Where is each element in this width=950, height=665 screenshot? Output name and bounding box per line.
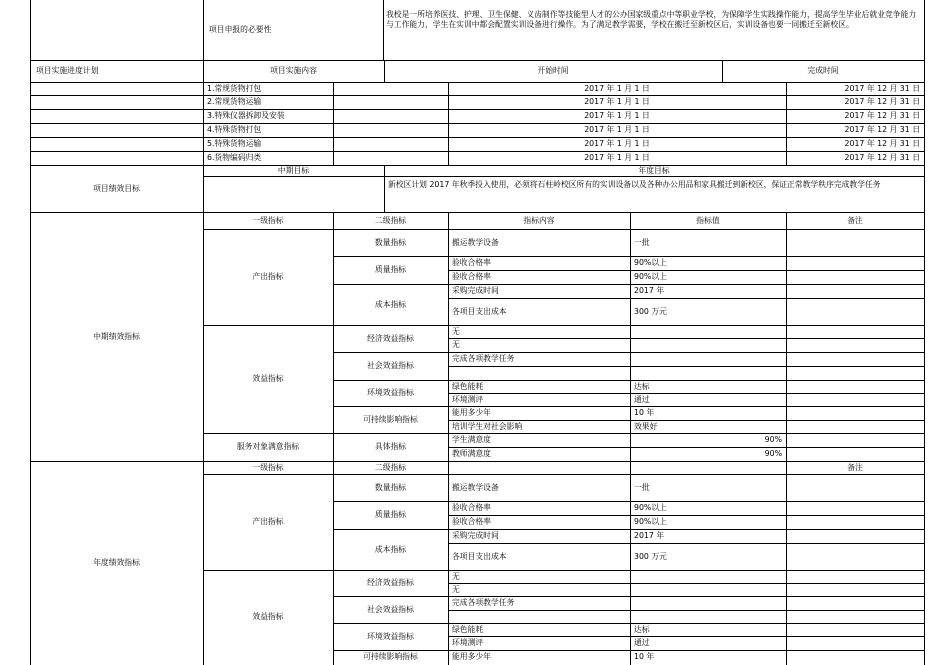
mid-row-value: 2017 年 bbox=[634, 286, 665, 295]
annual-row-content: 能用多少年 bbox=[452, 652, 491, 661]
schedule-header-content: 项目实施内容 bbox=[270, 66, 317, 75]
mid-level2-sustainable: 可持续影响指标 bbox=[363, 414, 418, 424]
mid-level1-output: 产出指标 bbox=[252, 272, 284, 281]
goals-annual-text: 新校区计划 2017 年秋季投入使用，必须将石柱岭校区所有的实训设备以及各种办公用品和家具搬迁到新校区，保证正常教学秩序完成教学任务 bbox=[388, 180, 881, 189]
mid-header-content: 指标内容 bbox=[523, 215, 555, 225]
annual-row-value: 一批 bbox=[634, 482, 650, 492]
annual-level2-environment: 环境效益指标 bbox=[367, 631, 414, 641]
mid-level2-quantity: 数量指标 bbox=[374, 237, 407, 247]
schedule-row-start: 2017 年 1 月 1 日 bbox=[584, 111, 650, 120]
annual-row-value: 达标 bbox=[634, 624, 650, 634]
annual-header-remark: 备注 bbox=[847, 462, 863, 472]
mid-row-content: 培训学生对社会影响 bbox=[452, 421, 523, 431]
mid-row-content: 能用多少年 bbox=[452, 408, 491, 417]
annual-level1-output: 产出指标 bbox=[252, 517, 284, 526]
mid-row-content: 验收合格率 bbox=[452, 272, 491, 281]
mid-header-level2: 二级指标 bbox=[374, 215, 407, 225]
mid-row-value bbox=[630, 352, 786, 366]
mid-row-value bbox=[630, 366, 786, 380]
goals-annual-header: 年度目标 bbox=[638, 165, 670, 175]
mid-row-value: 一批 bbox=[634, 237, 650, 247]
annual-level2-quantity: 数量指标 bbox=[374, 482, 407, 492]
mid-row-value: 90% bbox=[764, 435, 782, 444]
annual-row-value: 通过 bbox=[634, 638, 650, 647]
goals-mid-header: 中期目标 bbox=[277, 165, 310, 175]
schedule-row-start: 2017 年 1 月 1 日 bbox=[584, 97, 650, 106]
annual-row-content: 完成各项教学任务 bbox=[452, 598, 515, 607]
mid-row-content bbox=[448, 366, 630, 380]
schedule-row-content: 5.特殊货物运输 bbox=[207, 139, 262, 148]
schedule-row-end: 2017 年 12 月 31 日 bbox=[844, 125, 920, 134]
schedule-header-end: 完成时间 bbox=[807, 66, 839, 75]
mid-row-content: 各项目支出成本 bbox=[452, 306, 507, 316]
mid-row-value: 90% bbox=[764, 449, 782, 458]
annual-row-content: 绿色能耗 bbox=[452, 624, 484, 634]
schedule-row-end: 2017 年 12 月 31 日 bbox=[844, 111, 920, 120]
schedule-row-start: 2017 年 1 月 1 日 bbox=[584, 83, 650, 93]
necessity-text: 我校是一所培养医技、护理、卫生保健、义齿制作等技能型人才的公办国家级重点中等职业学校，为保障学生实践操作能力，提高学生毕业后就业竞争能力与工作能力，学生在实训中都会配置实训设备进行操作。为了满足教学需要，学校在搬迁至新校区后，实训设备也要一同搬迁至新校区。 bbox=[386, 10, 917, 29]
annual-row-content: 搬运教学设备 bbox=[452, 482, 499, 492]
necessity-label: 项目申报的必要性 bbox=[209, 25, 272, 34]
mid-row-value bbox=[630, 325, 786, 338]
annual-row-value bbox=[630, 610, 786, 623]
mid-row-value: 通过 bbox=[634, 394, 650, 404]
annual-row-content: 采购完成时间 bbox=[452, 531, 499, 540]
goals-section-label: 项目绩效目标 bbox=[93, 183, 140, 193]
schedule-row-content: 4.特殊货物打包 bbox=[207, 125, 262, 134]
annual-header-level1: 一级指标 bbox=[252, 462, 284, 472]
mid-row-content: 完成各项教学任务 bbox=[452, 354, 515, 363]
mid-header-level1: 一级指标 bbox=[252, 215, 284, 225]
mid-level2-social: 社会效益指标 bbox=[367, 361, 414, 370]
annual-row-content: 各项目支出成本 bbox=[452, 551, 507, 561]
schedule-row-end: 2017 年 12 月 31 日 bbox=[844, 97, 920, 106]
annual-level2-sustainable: 可持续影响指标 bbox=[363, 652, 418, 661]
schedule-row-content: 1.常规货物打包 bbox=[207, 83, 262, 93]
mid-row-content: 采购完成时间 bbox=[452, 286, 499, 295]
schedule-row-start: 2017 年 1 月 1 日 bbox=[584, 139, 650, 148]
mid-row-value: 效果好 bbox=[634, 421, 658, 431]
mid-row-content: 搬运教学设备 bbox=[452, 237, 499, 247]
annual-row-value bbox=[630, 570, 786, 583]
mid-level1-benefit: 效益指标 bbox=[252, 374, 284, 383]
mid-row-value: 90%以上 bbox=[634, 258, 667, 267]
schedule-row-end: 2017 年 12 月 31 日 bbox=[844, 153, 920, 162]
annual-section-label: 年度绩效指标 bbox=[93, 557, 140, 567]
annual-row-content: 无 bbox=[452, 571, 460, 581]
annual-level2-quality: 质量指标 bbox=[374, 510, 407, 519]
annual-row-value: 300 万元 bbox=[634, 551, 667, 561]
annual-level2-social: 社会效益指标 bbox=[367, 604, 414, 614]
schedule-row-content: 6.货物编码归类 bbox=[207, 153, 262, 162]
mid-row-content: 环境测评 bbox=[452, 394, 484, 404]
mid-level2-environment: 环境效益指标 bbox=[367, 388, 414, 397]
annual-row-content: 环境测评 bbox=[452, 638, 484, 647]
annual-row-value: 10 年 bbox=[634, 652, 655, 661]
schedule-header-start: 开始时间 bbox=[537, 66, 569, 75]
mid-row-value: 10 年 bbox=[634, 408, 655, 417]
schedule-row-end: 2017 年 12 月 31 日 bbox=[844, 83, 920, 93]
annual-row-content: 无 bbox=[452, 584, 460, 594]
schedule-row-content: 3.特殊仪器拆卸及安装 bbox=[207, 111, 285, 120]
mid-level2-specific: 具体指标 bbox=[374, 442, 407, 451]
annual-header-level2: 二级指标 bbox=[374, 462, 407, 472]
annual-row-value: 2017 年 bbox=[634, 531, 665, 540]
annual-level2-economic: 经济效益指标 bbox=[367, 578, 414, 587]
schedule-row-content: 2.常规货物运输 bbox=[207, 97, 262, 106]
annual-row-content: 验收合格率 bbox=[452, 503, 491, 512]
mid-row-value: 达标 bbox=[634, 381, 650, 391]
annual-row-value: 90%以上 bbox=[634, 517, 667, 526]
annual-row-content bbox=[448, 610, 630, 623]
mid-row-content: 无 bbox=[452, 326, 460, 336]
mid-header-remark: 备注 bbox=[847, 215, 863, 225]
mid-row-value: 90%以上 bbox=[634, 272, 667, 281]
mid-row-value bbox=[630, 338, 786, 352]
mid-level2-quality: 质量指标 bbox=[374, 265, 407, 274]
mid-row-content: 教师满意度 bbox=[452, 449, 491, 458]
mid-section-label: 中期绩效指标 bbox=[93, 332, 140, 341]
mid-header-value: 指标值 bbox=[696, 215, 720, 225]
schedule-row-start: 2017 年 1 月 1 日 bbox=[584, 153, 650, 162]
annual-row-value bbox=[630, 596, 786, 610]
annual-row-content: 验收合格率 bbox=[452, 517, 491, 526]
mid-level2-economic: 经济效益指标 bbox=[367, 333, 414, 343]
mid-row-content: 无 bbox=[452, 340, 460, 349]
mid-level2-cost: 成本指标 bbox=[374, 299, 407, 309]
annual-level1-benefit: 效益指标 bbox=[252, 612, 284, 621]
mid-row-value: 300 万元 bbox=[634, 306, 667, 316]
schedule-section-label: 项目实施进度计划 bbox=[36, 66, 99, 75]
schedule-row-end: 2017 年 12 月 31 日 bbox=[844, 139, 920, 148]
schedule-row-start: 2017 年 1 月 1 日 bbox=[584, 125, 650, 134]
mid-row-content: 验收合格率 bbox=[452, 258, 491, 267]
mid-row-content: 学生满意度 bbox=[452, 435, 491, 444]
annual-row-value: 90%以上 bbox=[634, 503, 667, 512]
annual-row-value bbox=[630, 583, 786, 596]
mid-level1-satisfaction: 服务对象满意指标 bbox=[236, 442, 300, 451]
annual-level2-cost: 成本指标 bbox=[374, 544, 407, 554]
mid-row-content: 绿色能耗 bbox=[452, 381, 484, 391]
